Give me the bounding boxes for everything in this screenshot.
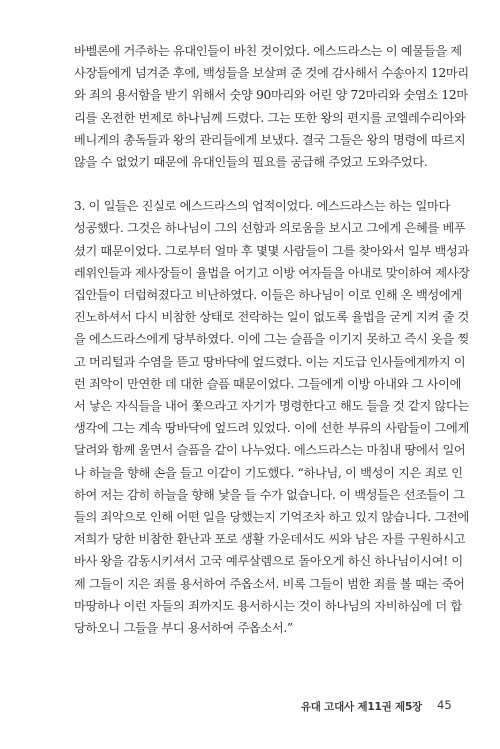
text-line: 않을 수 없었기 때문에 유대인들의 필요를 공급해 주었고 도와주었다. (74, 155, 428, 170)
text-line: 와 죄의 용서함을 받기 위해서 숫양 90마리와 어린 양 72마리와 숫염소 12마 (74, 88, 468, 103)
text-line: 을 에스드라스에게 당부하였다. 이에 그는 슬픔을 이기지 못하고 즉시 옷을 찢 (74, 332, 469, 347)
text-body (74, 40, 470, 639)
text-line: 달려와 함께 울면서 슬픔을 같이 나누었다. 에스드라스는 마침내 땅에서 일어 (74, 443, 466, 458)
paragraph-gap (74, 173, 430, 195)
text-line: 바사 왕을 감동시키셔서 고국 예루살렘으로 돌아오게 하신 하나님이시여! 이 (74, 554, 463, 569)
page-footer (0, 699, 500, 717)
text-line: 리를 온전한 번제로 하나님께 드렸다. 그는 또한 왕의 편지를 코엘레수리아와 (74, 110, 466, 125)
text-line: 저희가 당한 비참한 환난과 포로 생활 가운데서도 씨와 남은 자를 구원하시고 (74, 532, 466, 547)
text-line: 사장들에게 넘겨준 후에, 백성들을 보살펴 준 것에 감사해서 수송아지 12마리 (74, 66, 469, 81)
running-head: 유대 고대사 제11권 제5장 (300, 701, 422, 713)
text-line: 하여 저는 감히 하늘을 향해 낯을 들 수가 없습니다. 이 백성들은 선조들이 그 (74, 487, 465, 502)
text-line: 베니게의 총독들과 왕의 관리들에게 보냈다. 결국 그들은 왕의 명령에 따르지 (74, 132, 466, 147)
text-line: 생각에 그는 계속 땅바닥에 엎드려 있었다. 이에 선한 부류의 사람들이 그에게 (74, 421, 469, 436)
text-line: 서 낳은 자식들을 내어 쫓으라고 자기가 명령한다고 해도 들을 것 같지 않다는 (74, 399, 469, 414)
text-line: 레위인들과 제사장들이 율법을 어기고 이방 여자들을 아내로 맞이하여 제사장 (74, 265, 470, 280)
text-line: 성공했다. 그것은 하나님이 그의 선함과 의로움을 보시고 그에게 은혜를 베푸 (74, 221, 466, 236)
text-line: 마땅하나 이런 자들의 죄까지도 용서하시는 것이 하나님의 자비하심에 더 합 (74, 598, 462, 613)
paragraph (74, 40, 469, 173)
paragraph (74, 195, 470, 639)
text-line: 고 머리털과 수염을 뜯고 땅바닥에 엎드렸다. 이는 지도급 인사들에게까지 이 (74, 354, 466, 369)
text-line: 들의 죄악으로 인해 어떤 일을 당했는지 기억조차 하고 있지 않습니다. 그전에 (74, 510, 469, 525)
text-line: 바벨론에 거주하는 유대인들이 바친 것이었다. 에스드라스는 이 예물들을 제 (74, 44, 462, 58)
text-line: 당하오니 그들을 부디 용서하여 주옵소서.” (74, 621, 293, 636)
text-line: 런 죄악이 만연한 데 대한 슬픔 때문이었다. 그들에게 이방 아내와 그 사이에 (74, 376, 462, 391)
page-body (74, 40, 470, 639)
text-line: 3. 이 일들은 진실로 에스드라스의 업적이었다. 에스드라스는 하는 일마다 (74, 199, 450, 214)
text-line: 셨기 때문이었다. 그로부터 얼마 후 몇몇 사람들이 그를 찾아와서 일부 백성과 (74, 243, 469, 258)
text-line: 나 하늘을 향해 손을 들고 이같이 기도했다. “하나님, 이 백성이 지은 죄로 인 (74, 465, 463, 480)
text-line: 진노하셔서 다시 비참한 상태로 전락하는 일이 없도록 율법을 굳게 지켜 줄 것 (74, 310, 469, 325)
text-line: 제 그들이 지은 죄를 용서하여 주옵소서. 비록 그들이 범한 죄를 볼 때는 죽어 (74, 576, 465, 591)
page-number: 45 (437, 698, 452, 712)
text-line: 집안들이 더럽혀졌다고 비난하였다. 이들은 하나님이 이로 인해 온 백성에게 (74, 288, 462, 303)
